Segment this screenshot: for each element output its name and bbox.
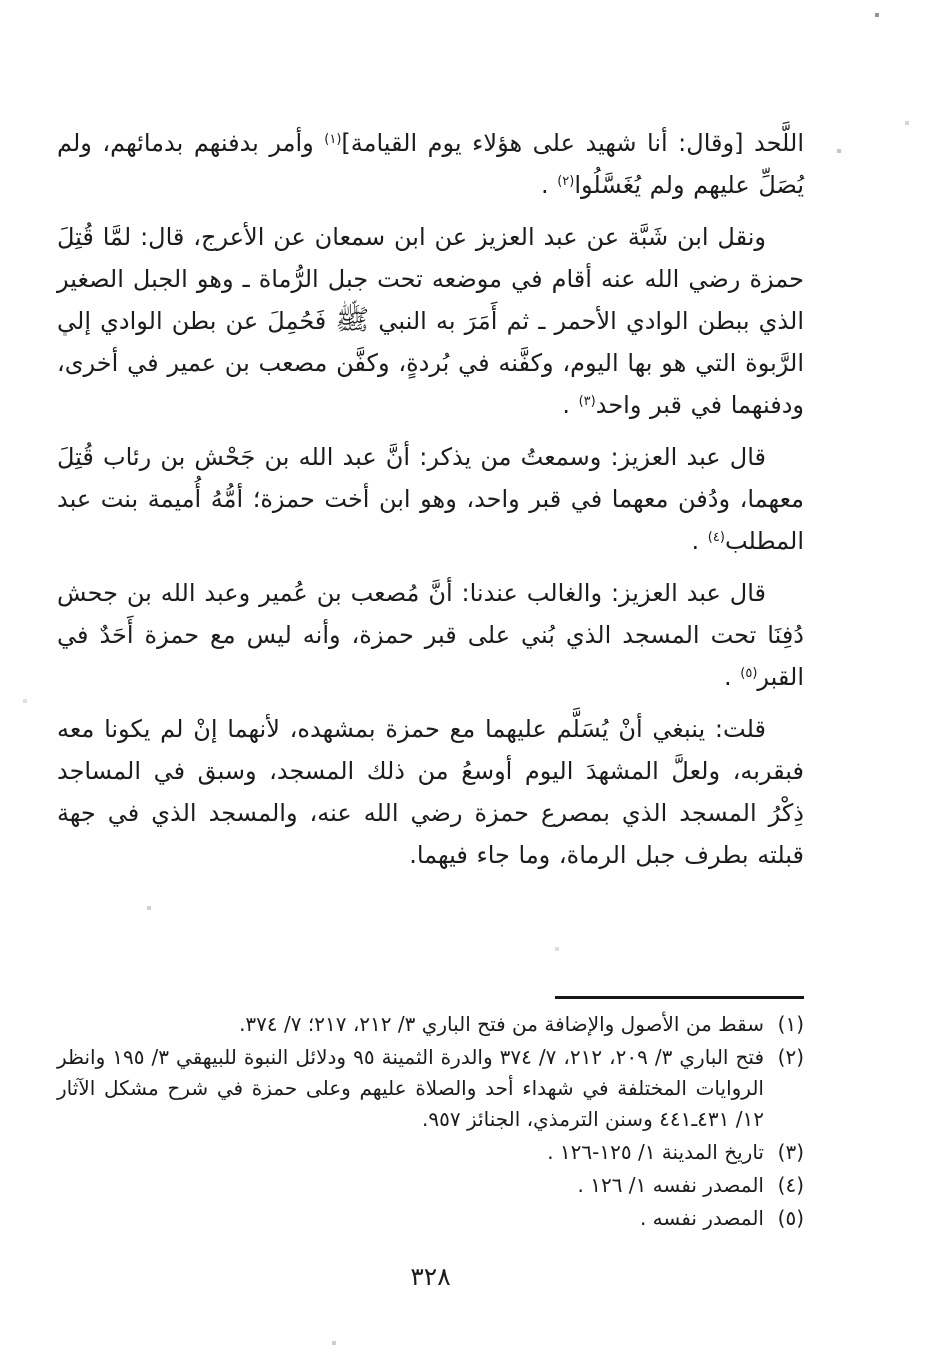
scan-noise: [0, 0, 2, 2]
paragraph-ibn-shabba: ونقل ابن شَبَّة عن عبد العزيز عن ابن سمعان عن الأعرج، قال: لمَّا قُتِلَ حمزة رضي الله عنه أقام في موضعه تحت جبل الرُّماة ـ وهو الجبل الصغير الذي ببطن الوادي الأحمر ـ ثم أَمَرَ به النبي ﷺ فَحُمِلَ عن بطن الوادي إلى الرَّبوة التي هو بها اليوم، وكفَّنه في بُردةٍ، وكفَّن مصعب بن عمير في أخرى، ودفنهما في قبر واحد$^{(٣)}$ .: [57, 223, 804, 419]
footnote-separator: [555, 996, 804, 999]
footnote-marker: (٥): [777, 1206, 804, 1230]
footnote-marker: (٤): [777, 1173, 804, 1197]
footnote-ref: (٥): [740, 666, 758, 681]
honorific-salla-allahu-alayhi-wa-sallam: ﷺ: [335, 303, 370, 336]
main-text-block: [57, 122, 804, 886]
footnote-ref: (١): [324, 132, 342, 147]
footnotes-section: [57, 996, 804, 1236]
footnote-3: (٣) تاريخ المدينة ١/ ١٢٥-١٢٦ .: [57, 1137, 804, 1168]
footnote-1: (١) سقط من الأصول والإضافة من فتح الباري ٣/ ٢١٢، ٢١٧؛ ٧/ ٣٧٤.: [57, 1009, 804, 1040]
footnote-ref: (٢): [557, 174, 575, 189]
footnote-2: (٢) فتح الباري ٣/ ٢٠٩، ٢١٢، ٧/ ٣٧٤ والدرة الثمينة ٩٥ ودلائل النبوة للبيهقي ٣/ ١٩٥ وانظر الروايات المختلفة في شهداء أحد والصلاة عليهم وعلى حمزة في شرح مشكل الآثار ١٢/ ٤٣١ـ٤٤١ وسنن الترمذي، الجنائز ٩٥٧.: [57, 1042, 804, 1135]
footnote-marker: (٢): [777, 1045, 804, 1069]
footnote-ref: (٣): [578, 394, 596, 409]
paragraph-author-comment: قلت: ينبغي أنْ يُسَلَّم عليهما مع حمزة بمشهده، لأنهما إنْ لم يكونا معه فبقربه، ولعلَّ المشهدَ اليوم أوسعُ من ذلك المسجد، وسبق في المساجد ذِكْرُ المسجد الذي بمصرع حمزة رضي الله عنه، والمسجد الذي في جهة قبلته بطرف جبل الرماة، وما جاء فيهما.: [57, 715, 804, 869]
paragraph-abdulaziz-1: قال عبد العزيز: وسمعتُ من يذكر: أنَّ عبد الله بن جَحْش بن رئاب قُتِلَ معهما، ودُفن معهما في قبر واحد، وهو ابن أخت حمزة؛ أمُّهُ أُميمة بنت عبد المطلب$^{(٤)}$ .: [57, 443, 804, 555]
footnote-marker: (٣): [777, 1140, 804, 1164]
paragraph-abdulaziz-2: قال عبد العزيز: والغالب عندنا: أنَّ مُصعب بن عُمير وعبد الله بن جحش دُفِنَا تحت المسجد الذي بُني على قبر حمزة، وأنه ليس مع حمزة أَحَدٌ في القبر$^{(٥)}$ .: [57, 579, 804, 691]
footnote-4: (٤) المصدر نفسه ١/ ١٢٦ .: [57, 1170, 804, 1201]
footnote-5: (٥) المصدر نفسه .: [57, 1203, 804, 1234]
page-number: ٣٢٨: [410, 1262, 451, 1291]
footnote-ref: (٤): [707, 530, 725, 545]
paragraph-continuation: اللَّحد [وقال: أنا شهيد على هؤلاء يوم القيامة]$^{(١)}$ وأمر بدفنهم بدمائهم، ولم يُصَلِّ عليهم ولم يُغَسَّلُوا$^{(٢)}$ .: [57, 129, 804, 199]
footnote-marker: (١): [777, 1012, 804, 1036]
